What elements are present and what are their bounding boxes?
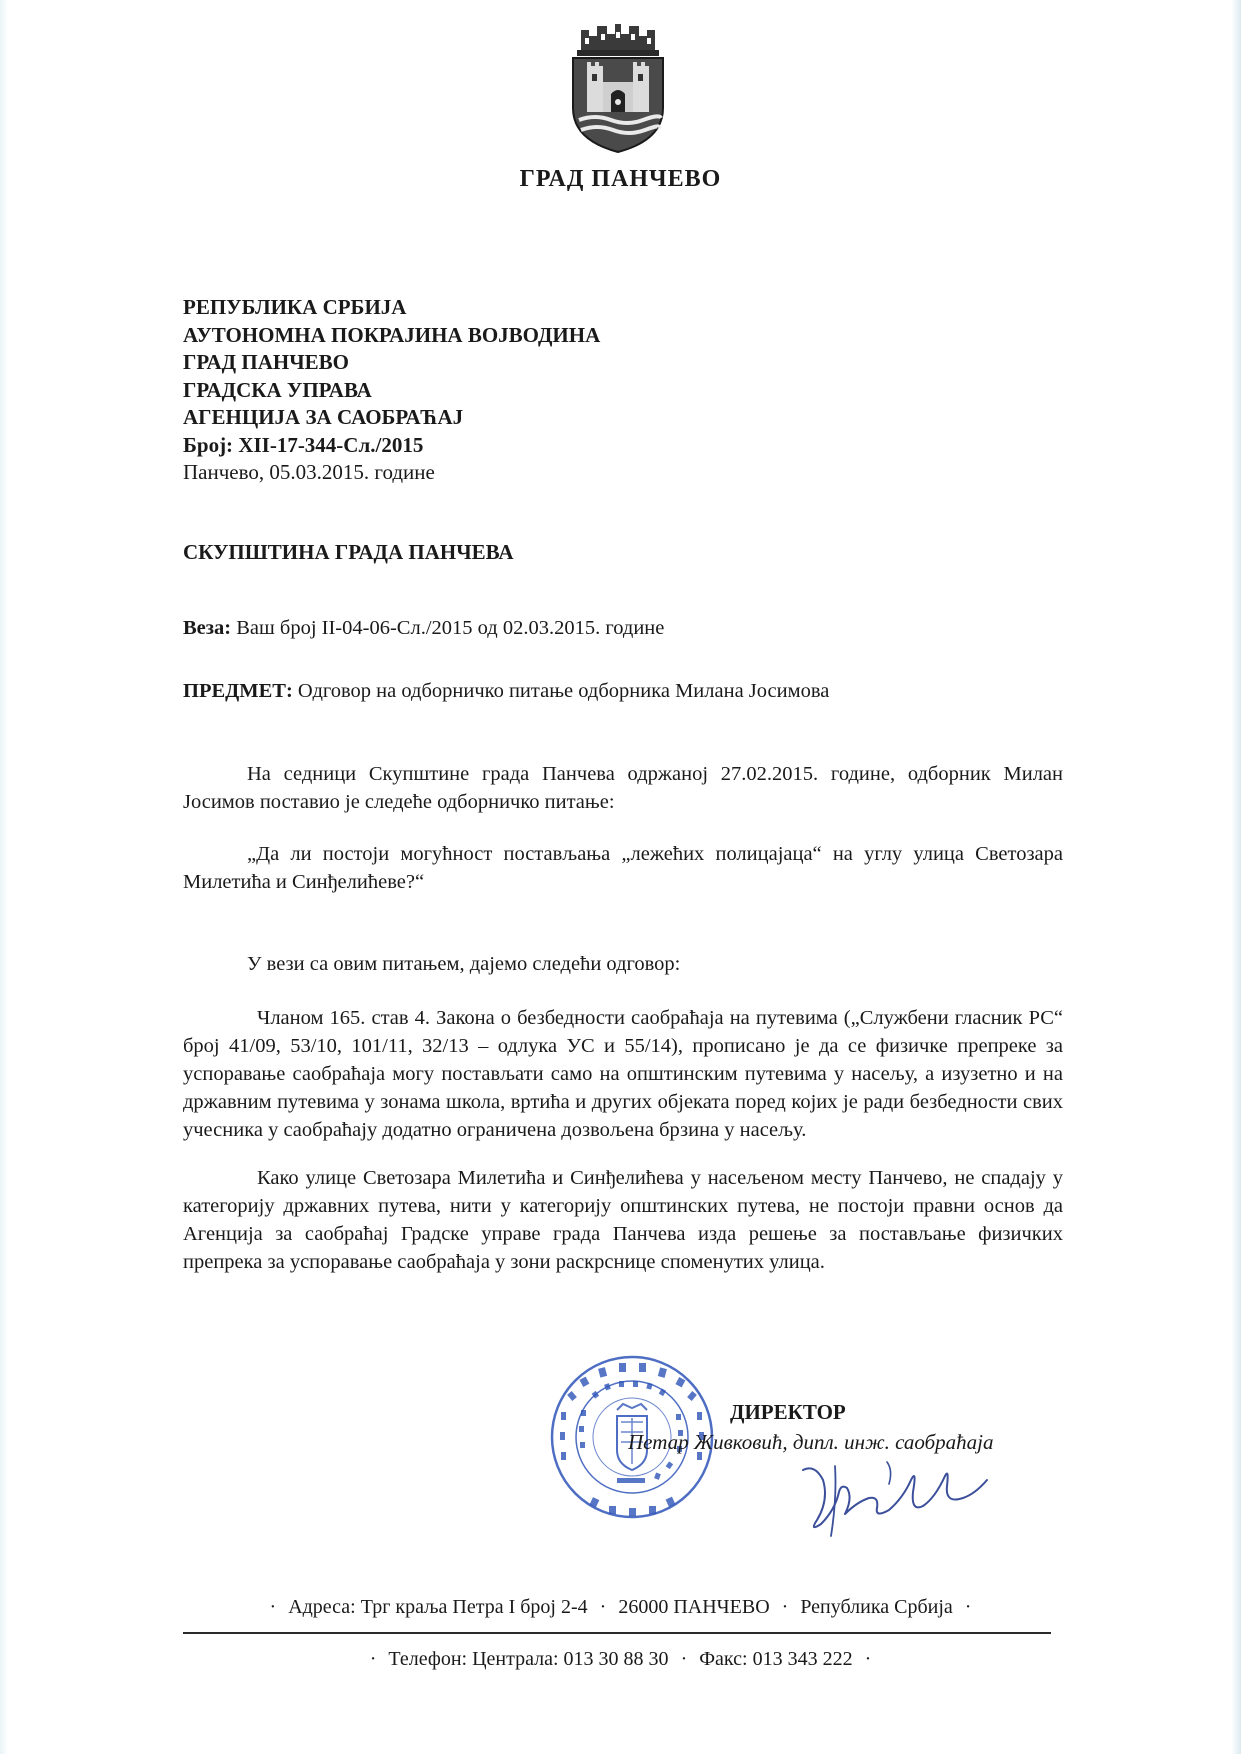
- sender-line-republic: РЕПУБЛИКА СРБИЈА: [183, 295, 407, 319]
- body-intro-paragraph: На седници Скупштине града Панчева одржаној 27.02.2015. године, одборник Милан Јосимов поставио је следеће одборничко питање:: [183, 763, 1063, 813]
- handwritten-signature-icon: [795, 1440, 995, 1550]
- footer-bullet-icon: ·: [269, 1596, 277, 1618]
- page-title: ГРАД ПАНЧЕВО: [519, 166, 722, 192]
- footer-address-line: [0, 1596, 1241, 1619]
- body-quote-paragraph: „Да ли постоји могућност постављања „лежећих полицајаца“ на углу улица Светозара Милетића и Синђелићеве?“: [183, 843, 1063, 893]
- recipient: СКУПШТИНА ГРАДА ПАНЧЕВА: [183, 540, 514, 564]
- reference-label: Веза:: [183, 617, 232, 639]
- reference-line: [183, 617, 664, 640]
- footer-bullet-icon: ·: [964, 1596, 972, 1618]
- signatory-title: ДИРЕКТОР: [730, 1400, 846, 1424]
- footer-bullet-icon: ·: [680, 1648, 688, 1670]
- document-number-value: XII-17-344-Сл./2015: [238, 432, 424, 457]
- footer-bullet-icon: ·: [369, 1648, 377, 1670]
- place-date: Панчево, 05.03.2015. године: [183, 460, 435, 484]
- footer-bullet-icon: ·: [864, 1648, 872, 1670]
- footer-country: Република Србија: [800, 1596, 953, 1618]
- body-conclusion-paragraph: Како улице Светозара Милетића и Синђелићева у насељеном месту Панчево, не спадају у категорију државних путева, нити у категорију општинских путева, не постоји правни основ да Агенција за саобраћај Градске управе града Панчева изда решење за постављање физичких препрека за успоравање саобраћаја у зони раскрснице споменутих улица.: [183, 1167, 1063, 1273]
- scan-edge-left: [0, 0, 8, 1754]
- subject-text: Одговор на одборничко питање одборника Милана Јосимова: [297, 680, 830, 702]
- footer-bullet-icon: ·: [599, 1596, 607, 1618]
- pancevo-coat-of-arms-icon: [565, 22, 671, 154]
- footer-divider: [183, 1632, 1051, 1634]
- sender-line-city: ГРАД ПАНЧЕВО: [183, 350, 349, 374]
- body-answer-intro: У вези са овим питањем, дајемо следећи одговор:: [247, 953, 681, 975]
- reference-text: Ваш број II-04-06-Сл./2015 од 02.03.2015. године: [236, 617, 665, 639]
- sender-line-agency: АГЕНЦИЈА ЗА САОБРАЋАЈ: [183, 405, 464, 429]
- document-number-label: Број:: [183, 432, 234, 457]
- footer-contact-line: [0, 1648, 1241, 1671]
- footer-postal: 26000 ПАНЧЕВО: [618, 1596, 770, 1618]
- footer-phone: Телефон: Централа: 013 30 88 30: [388, 1648, 669, 1670]
- footer-fax: Факс: 013 343 222: [699, 1648, 853, 1670]
- document-number: [183, 432, 600, 460]
- subject-label: ПРЕДМЕТ:: [183, 680, 293, 702]
- subject-line: [183, 680, 829, 703]
- sender-block: [183, 294, 600, 487]
- scan-edge-right: [1231, 0, 1241, 1754]
- sender-line-province: АУТОНОМНА ПОКРАЈИНА ВОЈВОДИНА: [183, 322, 601, 347]
- body-law-paragraph: Чланом 165. став 4. Закона о безбедности саобраћаја на путевима („Службени гласник РС“ број 41/09, 53/10, 101/11, 32/13 – одлука УС и 55/14), прописано је да се физичке препреке за успоравање саобраћаја могу постављати само на општинским путевима у насељу, а изузетно и на државним путевима у зонама школа, вртића и других објеката поред којих је ради безбедности свих учесника у саобраћају додатно ограничена дозвољена брзина у насељу.: [183, 1007, 1063, 1141]
- signatory-name: Петар Живковић, дипл. инж. саобраћаја: [628, 1430, 994, 1454]
- footer-bullet-icon: ·: [781, 1596, 789, 1618]
- footer-address: Адреса: Трг краља Петра I број 2-4: [288, 1596, 588, 1618]
- sender-line-administration: ГРАДСКА УПРАВА: [183, 377, 372, 402]
